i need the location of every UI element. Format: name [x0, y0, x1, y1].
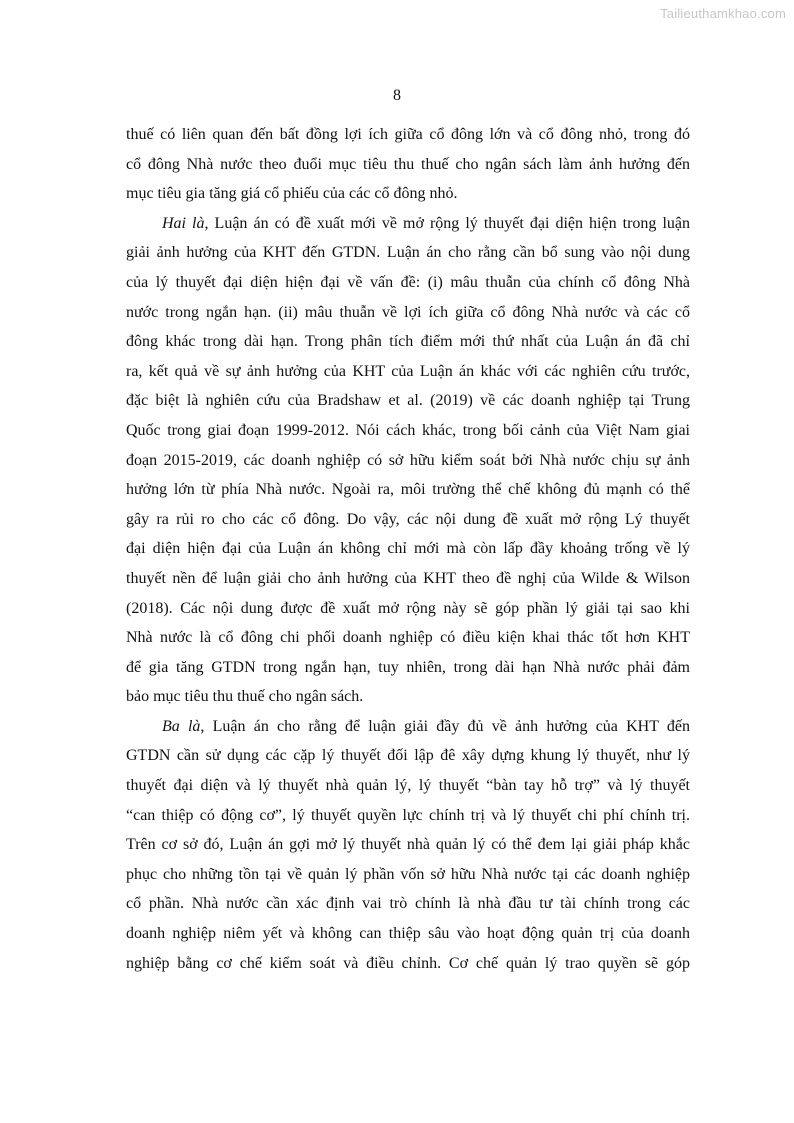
page-number: 8 — [393, 87, 401, 104]
text-line: GTDN cần sử dụng các cặp lý thuyết đối lập đê xây dựng khung lý thuyết, như lý — [126, 747, 690, 765]
text-line: mục tiêu gia tăng giá cổ phiếu của các cổ đông nhỏ. — [126, 185, 458, 203]
text-line: nước trong ngắn hạn. (ii) mâu thuẫn về lợi ích giữa cổ đông Nhà nước và các cổ — [126, 303, 690, 321]
document-body — [126, 120, 690, 978]
text-run: Luận án cho rằng để luận giải đầy đủ về ảnh hưởng của KHT đến — [204, 717, 691, 735]
text-line: (2018). Các nội dung được đề xuất mở rộng này sẽ góp phần lý giải tại sao khi — [126, 599, 690, 617]
text-line: thuế có liên quan đến bất đồng lợi ích giữa cổ đông lớn và cổ đông nhỏ, trong đó — [126, 126, 690, 143]
text-line: cổ phần. Nhà nước cần xác định vai trò chính là nhà đầu tư tài chính trong các — [126, 895, 690, 913]
text-line: Trên cơ sở đó, Luận án gợi mở lý thuyết nhà quản lý có thể đem lại giải pháp khắc — [126, 836, 690, 854]
text-line: bảo mục tiêu thu thuế cho ngân sách. — [126, 688, 364, 706]
text-line: phục cho những tồn tại về quản lý phần vốn sở hữu Nhà nước tại các doanh nghiệp — [126, 865, 690, 883]
paragraph-2 — [126, 209, 690, 712]
text-line: thuyết nền để luận giải cho ảnh hưởng của KHT theo đề nghị của Wilde & Wilson — [126, 569, 690, 587]
text-line: đại diện hiện đại của Luận án không chỉ mới mà còn lấp đầy khoảng trống về lý — [126, 540, 690, 558]
paragraph-1 — [126, 120, 690, 209]
text-line: Quốc trong giai đoạn 1999-2012. Nói cách khác, trong bối cảnh của Việt Nam giai — [126, 421, 690, 439]
watermark: Tailieuthamkhao.com — [660, 6, 786, 21]
text-line: để gia tăng GTDN trong ngắn hạn, tuy nhiên, trong dài hạn Nhà nước phải đảm — [126, 658, 690, 676]
text-line: nghiệp bằng cơ chế kiểm soát và điều chỉnh. Cơ chế quản lý trao quyền sẽ góp — [126, 954, 690, 972]
text-line — [126, 712, 690, 742]
text-line: đặc biệt là nghiên cứu của Bradshaw et al. (2019) về các doanh nghiệp tại Trung — [126, 392, 690, 410]
text-line: gây ra rủi ro cho các cổ đông. Do vậy, các nội dung đề xuất mở rộng Lý thuyết — [126, 510, 690, 528]
text-line: giải ảnh hưởng của KHT đến GTDN. Luận án cho rằng cần bổ sung vào nội dung — [126, 244, 690, 262]
paragraph-3 — [126, 712, 690, 978]
text-line: thuyết đại diện và lý thuyết nhà quản lý, lý thuyết “bàn tay hỗ trợ” và lý thuyết — [126, 777, 690, 795]
text-line — [126, 209, 690, 239]
text-line: ra, kết quả về sự ảnh hưởng của KHT của Luận án khác với các nghiên cứu trước, — [126, 362, 690, 380]
text-line: Nhà nước là cổ đông chi phối doanh nghiệp có điều kiện khai thác tốt hơn KHT — [126, 629, 690, 647]
paragraph-lead: Hai là, — [162, 214, 209, 232]
text-line: đoạn 2015-2019, các doanh nghiệp có sở hữu kiểm soát bởi Nhà nước chịu sự ảnh — [126, 451, 690, 469]
text-line: của lý thuyết đại diện hiện đại về vấn đề: (i) mâu thuẫn của chính cổ đông Nhà — [126, 273, 690, 291]
text-line: doanh nghiệp niêm yết và không can thiệp sâu vào hoạt động quản trị của doanh — [126, 925, 690, 943]
text-line: đông khác trong dài hạn. Trong phân tích điểm mới thứ nhất của Luận án đã chỉ — [126, 333, 690, 351]
text-run: Luận án có đề xuất mới về mở rộng lý thuyết đại diện hiện trong luận — [208, 214, 691, 232]
text-line: “can thiệp có động cơ”, lý thuyết quyền lực chính trị và lý thuyết chi phí chính trị. — [126, 806, 690, 824]
paragraph-lead: Ba là, — [162, 717, 205, 735]
text-line: hưởng lớn từ phía Nhà nước. Ngoài ra, môi trường thể chế không đủ mạnh có thể — [126, 481, 690, 499]
text-line: cổ đông Nhà nước theo đuổi mục tiêu thu thuế cho ngân sách làm ảnh hưởng đến — [126, 155, 690, 173]
